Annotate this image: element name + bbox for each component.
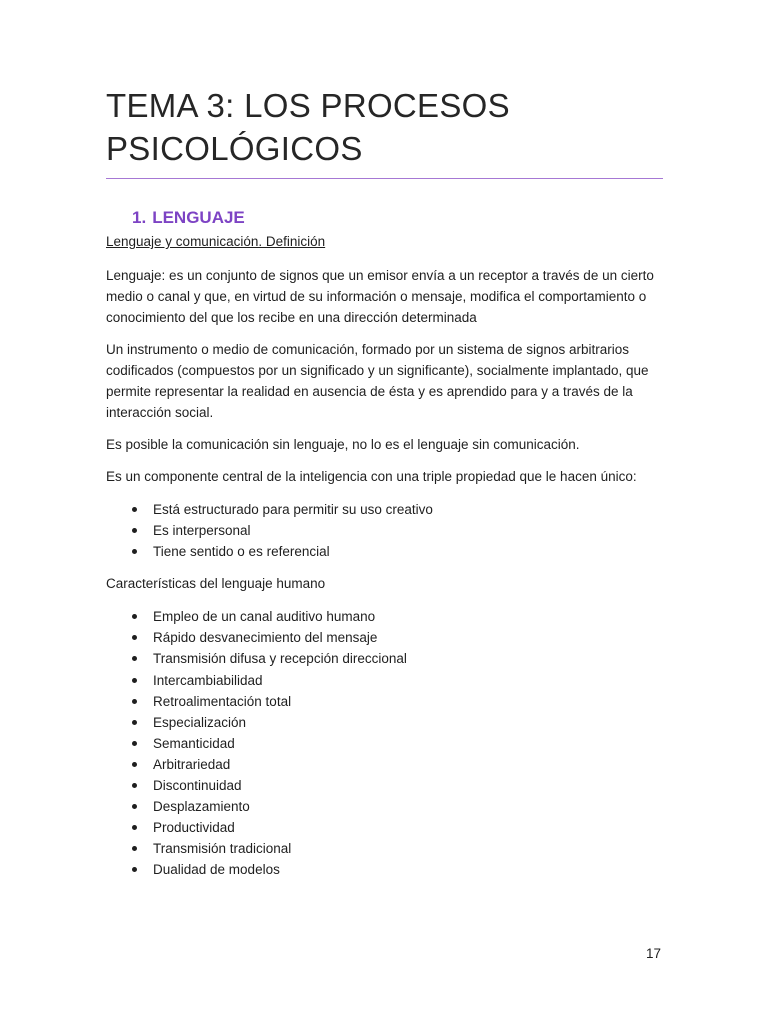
list-item: Productividad <box>153 817 663 838</box>
title-line-1: TEMA 3: LOS PROCESOS <box>106 87 510 124</box>
section-title: LENGUAJE <box>152 208 245 227</box>
paragraph: Es posible la comunicación sin lenguaje, no lo es el lenguaje sin comunicación. <box>106 437 580 452</box>
list-item: Está estructurado para permitir su uso creativo <box>153 499 663 520</box>
subheading: Lenguaje y comunicación. Definición <box>106 234 326 249</box>
paragraph: Un instrumento o medio de comunicación, formado por un sistema de signos arbitrarios codificados (compuestos por un significado y un significante), socialmente implantado, que permite representar la realidad en ausencia de ésta y es aprendido para y a través de la interacción social. <box>106 342 649 420</box>
page-title <box>106 0 663 179</box>
title-line-2: PSICOLÓGICOS <box>106 130 363 167</box>
list-item: Desplazamiento <box>153 796 663 817</box>
properties-list <box>106 499 663 562</box>
list-item: Rápido desvanecimiento del mensaje <box>153 627 663 648</box>
document-page <box>106 0 663 881</box>
section-number: 1. <box>132 208 147 227</box>
list-item: Discontinuidad <box>153 775 663 796</box>
list-item: Empleo de un canal auditivo humano <box>153 606 663 627</box>
characteristics-list <box>106 606 663 880</box>
list-item: Arbitrariedad <box>153 754 663 775</box>
list-item: Transmisión difusa y recepción direccional <box>153 648 663 669</box>
paragraph: Es un componente central de la inteligencia con una triple propiedad que le hacen único: <box>106 469 637 484</box>
list-item: Semanticidad <box>153 733 663 754</box>
list-item: Intercambiabilidad <box>153 670 663 691</box>
characteristics-heading: Características del lenguaje humano <box>106 576 326 592</box>
paragraph: Lenguaje: es un conjunto de signos que un emisor envía a un receptor a través de un cierto medio o canal y que, en virtud de su información o mensaje, modifica el comportamiento o conocimiento del que los recibe en una dirección determinada <box>106 268 654 325</box>
page-number: 17 <box>645 946 661 961</box>
list-item: Transmisión tradicional <box>153 838 663 859</box>
list-item: Dualidad de modelos <box>153 859 663 880</box>
list-item: Especialización <box>153 712 663 733</box>
list-item: Retroalimentación total <box>153 691 663 712</box>
section-heading <box>106 207 663 229</box>
list-item: Es interpersonal <box>153 520 663 541</box>
list-item: Tiene sentido o es referencial <box>153 541 663 562</box>
